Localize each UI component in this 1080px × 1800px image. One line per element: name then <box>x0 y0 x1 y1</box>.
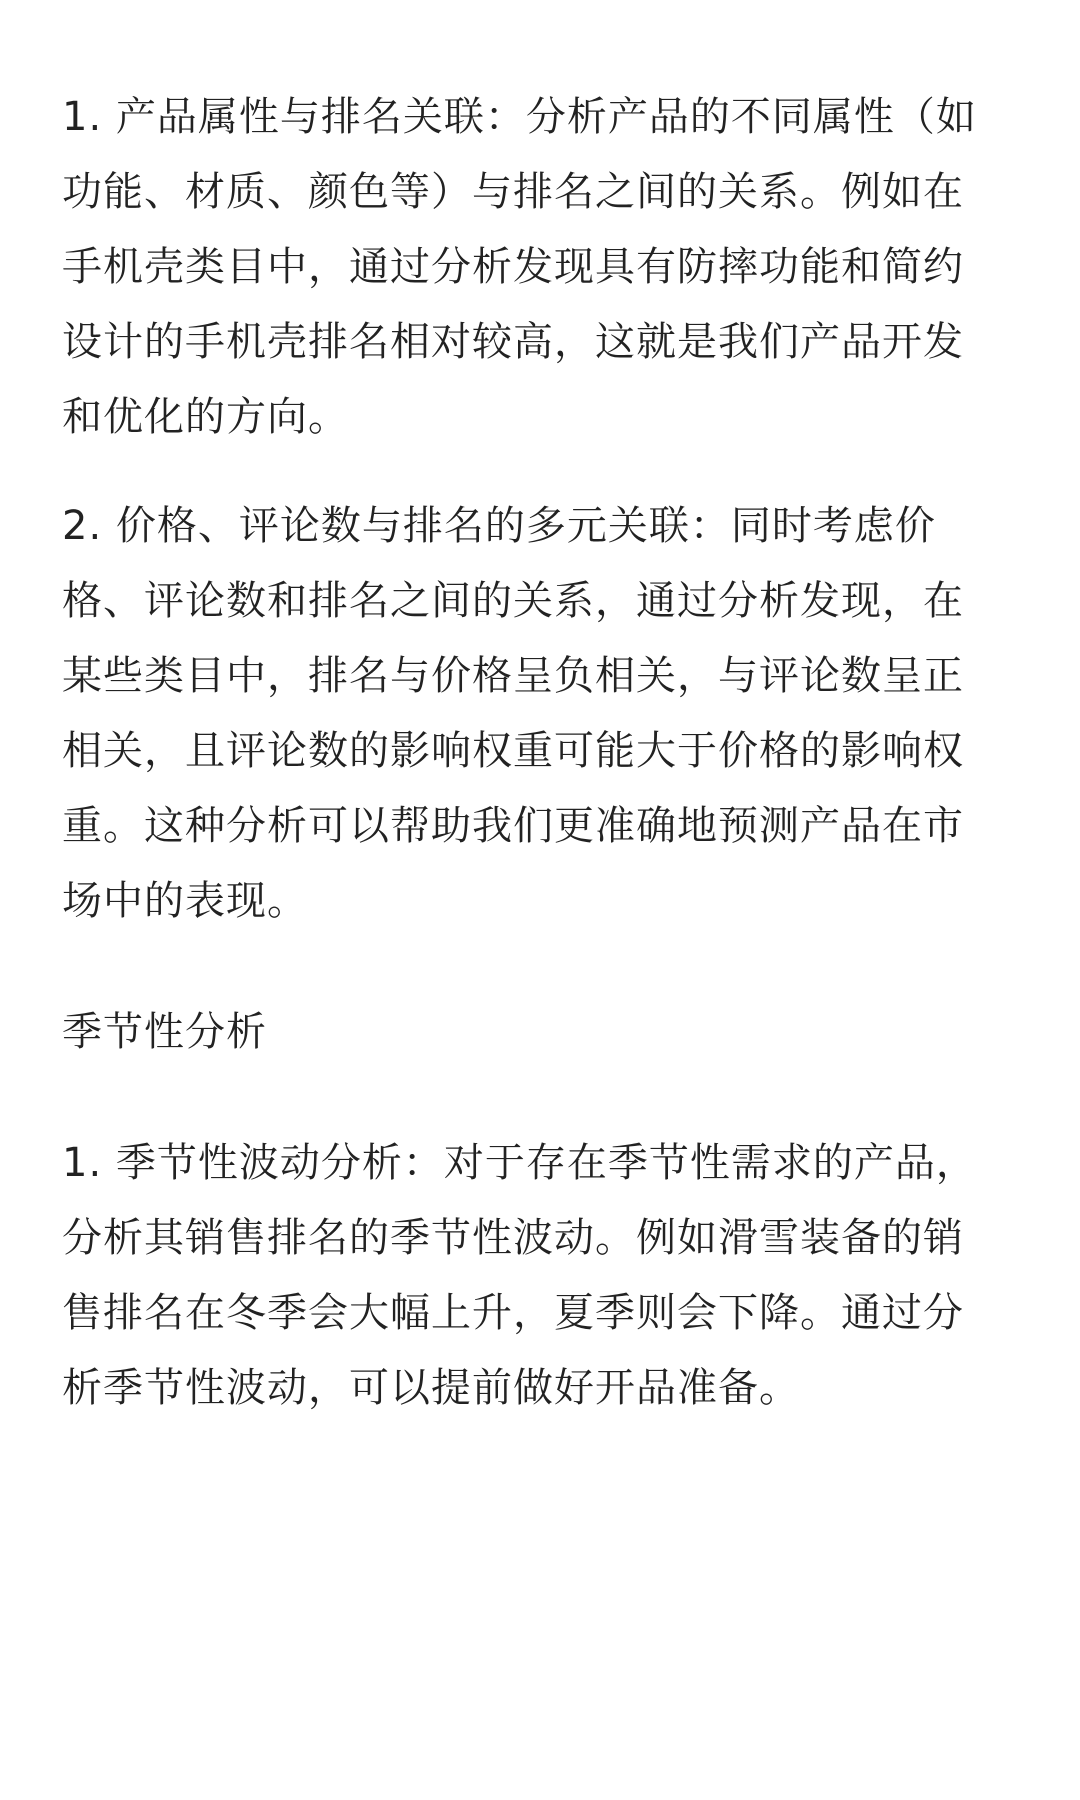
text-line: 格、评论数和排名之间的关系，通过分析发现，在 <box>62 578 964 624</box>
text-line: 分析其销售排名的季节性波动。例如滑雪装备的销 <box>62 1215 964 1261</box>
text-line: 设计的手机壳排名相对较高，这就是我们产品开发 <box>62 319 964 365</box>
paragraph-seasonal-fluctuation <box>62 1126 1018 1426</box>
text-line: 析季节性波动，可以提前做好开品准备。 <box>62 1365 800 1411</box>
text-line: 和优化的方向。 <box>62 394 349 440</box>
text-line: 1. 产品属性与排名关联：分析产品的不同属性（如 <box>62 94 977 140</box>
article-content <box>62 80 1018 1426</box>
text-line: 1. 季节性波动分析：对于存在季节性需求的产品， <box>62 1140 977 1186</box>
section-heading: 季节性分析 <box>62 1009 267 1055</box>
paragraph-price-review-ranking <box>62 489 1018 939</box>
text-line: 手机壳类目中，通过分析发现具有防摔功能和简约 <box>62 244 964 290</box>
paragraph-attribute-ranking <box>62 80 1018 455</box>
text-line: 重。这种分析可以帮助我们更准确地预测产品在市 <box>62 803 964 849</box>
text-line: 相关，且评论数的影响权重可能大于价格的影响权 <box>62 728 964 774</box>
text-line: 某些类目中，排名与价格呈负相关，与评论数呈正 <box>62 653 964 699</box>
text-line: 场中的表现。 <box>62 878 308 924</box>
text-line: 2. 价格、评论数与排名的多元关联：同时考虑价 <box>62 503 936 549</box>
text-line: 售排名在冬季会大幅上升，夏季则会下降。通过分 <box>62 1290 964 1336</box>
text-line: 功能、材质、颜色等）与排名之间的关系。例如在 <box>62 169 964 215</box>
